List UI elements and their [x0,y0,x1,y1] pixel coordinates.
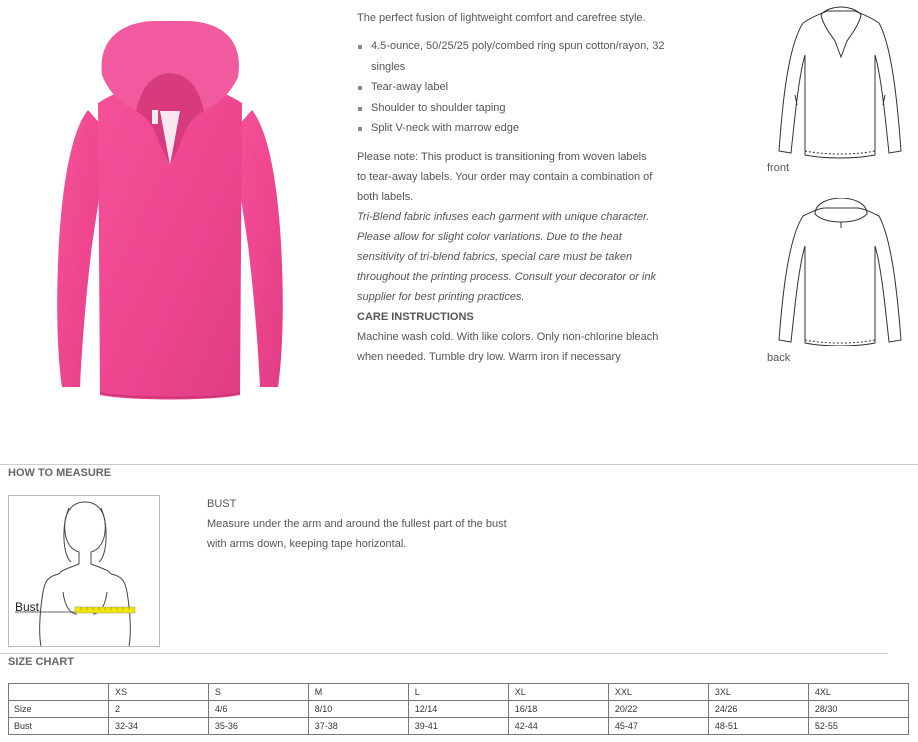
table-cell: 16/18 [508,701,608,718]
product-photo [40,15,300,400]
feature-item: Split V-neck with marrow edge [357,118,677,139]
table-cell: 39-41 [408,718,508,735]
table-cell: 32-34 [108,718,208,735]
bust-diagram-label: Bust [15,600,40,614]
table-row [9,701,909,718]
table-cell: 35-36 [208,718,308,735]
size-chart-table [8,683,909,735]
table-cell: 2 [108,701,208,718]
row-label-cell: Size [9,701,109,718]
table-cell: 37-38 [308,718,408,735]
hoodie-back-sketch [775,198,905,346]
size-header-cell: 4XL [808,684,908,701]
back-label: back [767,352,791,364]
front-label: front [767,162,790,174]
divider [0,464,918,465]
table-cell: 45-47 [608,718,708,735]
feature-list [357,36,677,139]
tagline: The perfect fusion of lightweight comfort and carefree style. [357,12,646,24]
care-heading: CARE INSTRUCTIONS [357,310,474,323]
table-cell: 20/22 [608,701,708,718]
size-header-cell: 3XL [708,684,808,701]
flat-sketch-back [775,198,905,346]
table-cell: 42-44 [508,718,608,735]
table-cell: 48-51 [708,718,808,735]
flat-sketch-front [775,5,905,160]
fabric-note: Tri-Blend fabric infuses each garment with unique character. Please allow for slight color variations. Due to the heat sensitivity of tri-blend fabrics, special care must be taken throughout the printing process. Consult your decorator or ink supplier for best printing practices. [357,210,656,303]
table-cell: 8/10 [308,701,408,718]
size-header-cell: XXL [608,684,708,701]
hoodie-illustration [40,15,300,400]
bust-diagram-figure [9,496,159,646]
measure-diagram [8,495,160,647]
table-row [9,684,909,701]
table-cell [9,684,109,701]
size-chart-title: SIZE CHART [8,656,74,668]
table-cell: 52-55 [808,718,908,735]
table-cell: 24/26 [708,701,808,718]
size-header-cell: XS [108,684,208,701]
table-cell: 4/6 [208,701,308,718]
hoodie-front-sketch [775,5,905,160]
care-text: Machine wash cold. With like colors. Only non-chlorine bleach when needed. Tumble dry low. Warm iron if necessary [357,330,659,363]
bust-instructions: Measure under the arm and around the fullest part of the bust with arms down, keeping tape horizontal. [207,518,507,550]
divider [0,653,888,654]
how-to-measure-title: HOW TO MEASURE [8,467,112,479]
table-cell: 28/30 [808,701,908,718]
size-header-cell: L [408,684,508,701]
feature-item: Tear-away label [357,77,677,98]
feature-item: Shoulder to shoulder taping [357,98,677,119]
size-header-cell: XL [508,684,608,701]
table-cell: 12/14 [408,701,508,718]
label-note: Please note: This product is transitioning from woven labels to tear-away labels. Your order may contain a combination of both labels. [357,150,653,203]
size-header-cell: M [308,684,408,701]
feature-item: 4.5-ounce, 50/25/25 poly/combed ring spun cotton/rayon, 32 singles [357,36,671,77]
bust-heading: BUST [207,498,237,510]
table-row [9,718,909,735]
product-description [357,8,677,367]
row-label-cell: Bust [9,718,109,735]
size-header-cell: S [208,684,308,701]
